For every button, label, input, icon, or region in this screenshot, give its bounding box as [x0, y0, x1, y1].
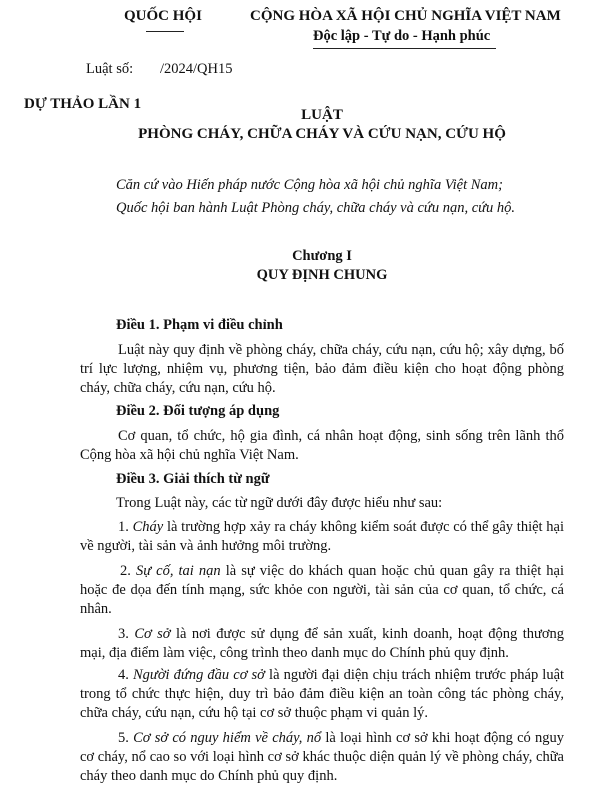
- term-4-name: Người đứng đầu cơ sở: [132, 667, 265, 683]
- article-2-heading: Điều 2. Đối tượng áp dụng: [116, 403, 280, 419]
- nation-name: CỘNG HÒA XÃ HỘI CHỦ NGHĨA VIỆT NAM: [250, 8, 561, 24]
- law-number-label: Luật số:: [86, 61, 134, 77]
- motto-underline: [313, 48, 496, 49]
- article-3-term-1: [80, 518, 564, 556]
- term-2-number: 2.: [120, 563, 131, 579]
- term-3-definition: là nơi được sử dụng để sản xuất, kinh doanh, hoạt động thương mại, địa điểm làm việc, công trình theo danh mục do Chính phủ quy định.: [80, 626, 565, 661]
- term-1-name: Cháy: [132, 519, 164, 535]
- term-3-number: 3.: [118, 626, 129, 642]
- article-3-term-5: [80, 729, 564, 786]
- term-5-definition: là loại hình cơ sở khi hoạt động có nguy cơ cháy, nổ cao so với loại hình cơ sở khác thuộc diện quản lý về phòng cháy, chữa cháy theo danh mục do Chính phủ quy định.: [80, 730, 564, 784]
- term-5-name: Cơ sở có nguy hiểm về cháy, nổ: [133, 730, 322, 746]
- term-5-number: 5.: [118, 730, 129, 746]
- term-3-name: Cơ sở: [134, 626, 171, 642]
- issuer-underline: [146, 31, 184, 32]
- term-1-number: 1.: [118, 519, 129, 535]
- term-4-number: 4.: [118, 667, 129, 683]
- article-3-heading: Điều 3. Giải thích từ ngữ: [116, 471, 270, 487]
- article-1-text: Luật này quy định về phòng cháy, chữa cháy, cứu nạn, cứu hộ; xây dựng, bố trí lực lượng, nhiệm vụ, phương tiện, bảo đảm điều kiện cho hoạt động phòng cháy, chữa cháy, cứu nạn, cứu hộ.: [80, 342, 564, 396]
- term-2-name: Sự cố, tai nạn: [135, 563, 221, 579]
- draft-label: DỰ THẢO LẦN 1: [24, 96, 142, 112]
- article-2-text: Cơ quan, tổ chức, hộ gia đình, cá nhân hoạt động, sinh sống trên lãnh thổ Cộng hòa xã hội chủ nghĩa Việt Nam.: [80, 428, 564, 463]
- term-4-definition: là người đại diện chịu trách nhiệm trước pháp luật trong tổ chức thực hiện, duy trì bảo đảm điều kiện an toàn công tác phòng cháy, chữa cháy, cứu nạn, cứu hộ tại cơ sở thuộc phạm vi quản lý.: [80, 667, 565, 721]
- law-title-line1: LUẬT: [301, 107, 343, 123]
- law-title-line2: PHÒNG CHÁY, CHỮA CHÁY VÀ CỨU NẠN, CỨU HỘ: [138, 126, 506, 142]
- article-3-intro: Trong Luật này, các từ ngữ dưới đây được hiểu như sau:: [116, 495, 443, 511]
- term-1-definition: là trường hợp xảy ra cháy không kiểm soát được có thể gây thiệt hại về người, tài sản và ảnh hưởng môi trường.: [80, 519, 565, 554]
- article-1-heading: Điều 1. Phạm vi điều chỉnh: [116, 317, 283, 333]
- article-3-term-2: [80, 562, 564, 619]
- chapter-name: QUY ĐỊNH CHUNG: [256, 267, 388, 283]
- article-3-term-3: [80, 625, 564, 663]
- preamble-line-2: Quốc hội ban hành Luật Phòng cháy, chữa cháy và cứu nạn, cứu hộ.: [116, 200, 516, 216]
- preamble-line-1: Căn cứ vào Hiến pháp nước Cộng hòa xã hội chủ nghĩa Việt Nam;: [116, 177, 503, 193]
- issuer-name: QUỐC HỘI: [124, 8, 202, 24]
- law-number-value: /2024/QH15: [160, 61, 233, 77]
- chapter-number: Chương I: [292, 248, 352, 264]
- term-2-definition: là sự việc do khách quan hoặc chủ quan gây ra thiệt hại hoặc đe dọa đến tính mạng, sức khỏe con người, tài sản của cơ quan, tổ chức, cá nhân.: [80, 563, 565, 617]
- article-3-term-4: [80, 666, 564, 723]
- national-motto: Độc lập - Tự do - Hạnh phúc: [313, 28, 491, 44]
